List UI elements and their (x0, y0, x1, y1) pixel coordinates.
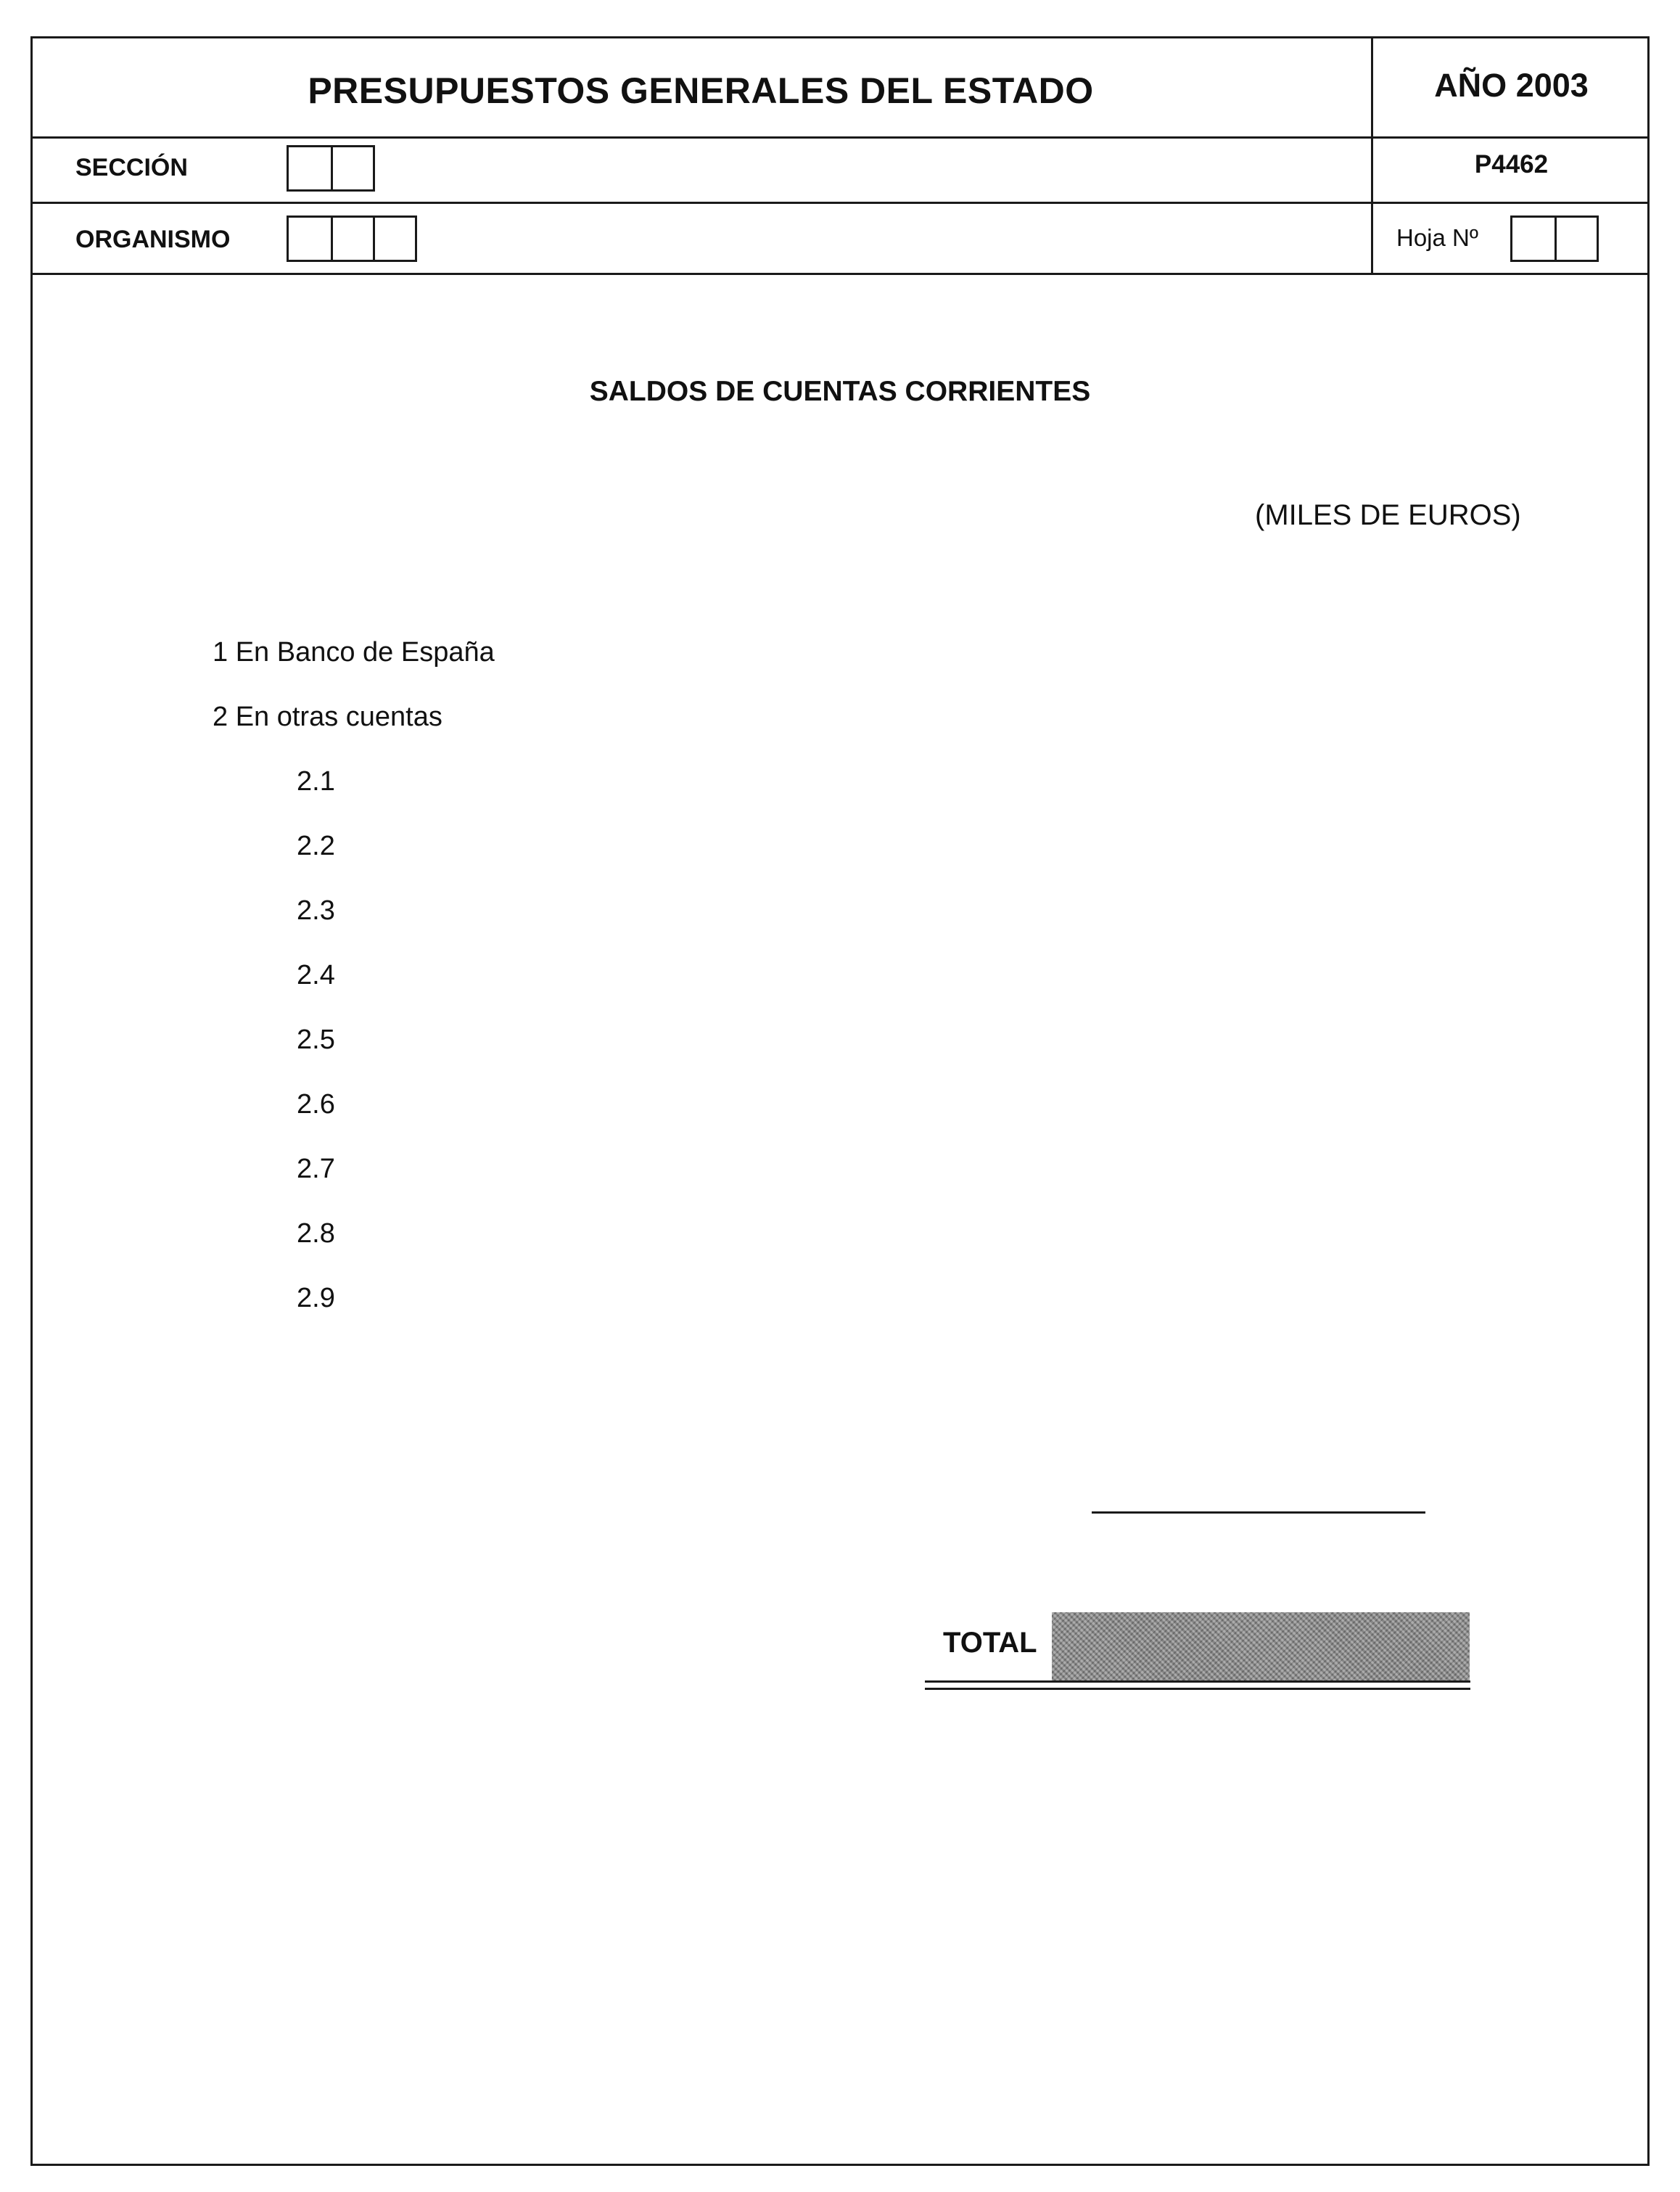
subtotal-rule (1092, 1511, 1425, 1514)
seccion-digit-1[interactable] (289, 147, 331, 189)
organismo-digit-2[interactable] (331, 218, 373, 260)
line-item-2-6: 2.6 (297, 1089, 335, 1120)
hoja-digit-1[interactable] (1512, 218, 1555, 260)
form-code: P4462 (1474, 150, 1549, 178)
page-title: PRESUPUESTOS GENERALES DEL ESTADO (308, 70, 1094, 111)
seccion-label: SECCIÓN (75, 154, 188, 181)
organismo-digit-1[interactable] (289, 218, 331, 260)
seccion-digit-2[interactable] (331, 147, 373, 189)
line-item-2-8: 2.8 (297, 1218, 335, 1249)
total-value-shaded-box (1052, 1612, 1470, 1682)
line-item-2-3: 2.3 (297, 895, 335, 926)
form-frame (30, 36, 1650, 2166)
line-item-2-9: 2.9 (297, 1283, 335, 1313)
section-title: SALDOS DE CUENTAS CORRIENTES (589, 376, 1091, 407)
hoja-digit-2[interactable] (1555, 218, 1597, 260)
header-divider-2 (30, 202, 1650, 204)
line-item-banco-espana: 1 En Banco de España (213, 637, 495, 668)
hoja-number-boxes[interactable] (1510, 215, 1599, 262)
units-label: (MILES DE EUROS) (1255, 499, 1521, 531)
total-label: TOTAL (943, 1627, 1037, 1659)
line-item-otras-cuentas: 2 En otras cuentas (213, 702, 442, 732)
organismo-label: ORGANISMO (75, 226, 231, 253)
header-divider-1 (30, 136, 1650, 139)
organismo-code-boxes[interactable] (287, 215, 417, 262)
budget-year: AÑO 2003 (1434, 67, 1589, 104)
line-item-2-4: 2.4 (297, 960, 335, 990)
header-divider-3 (30, 273, 1650, 275)
line-item-2-5: 2.5 (297, 1025, 335, 1055)
line-item-2-1: 2.1 (297, 766, 335, 797)
seccion-code-boxes[interactable] (287, 145, 375, 192)
organismo-digit-3[interactable] (373, 218, 415, 260)
total-double-rule-bottom (925, 1688, 1470, 1690)
line-item-2-7: 2.7 (297, 1154, 335, 1184)
line-item-2-2: 2.2 (297, 831, 335, 861)
hoja-label: Hoja Nº (1396, 224, 1478, 251)
total-double-rule-top (925, 1680, 1470, 1683)
